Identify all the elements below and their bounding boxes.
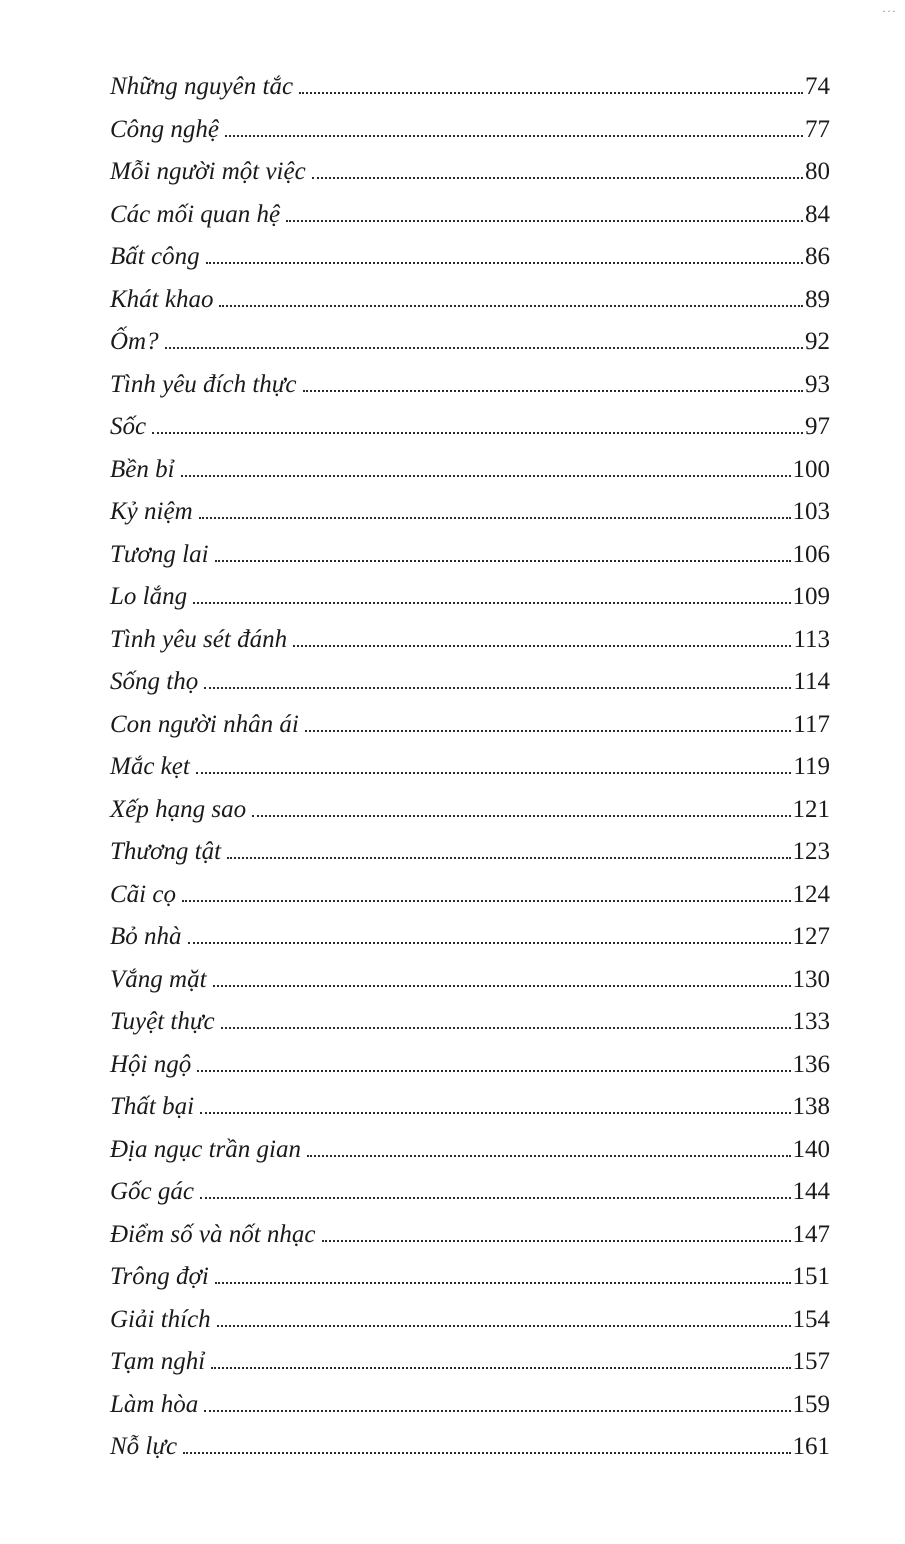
toc-entry-page-number: 136	[792, 1050, 830, 1078]
toc-entry-page-number: 84	[805, 200, 830, 228]
toc-dot-leader	[221, 1026, 791, 1029]
toc-entry	[110, 1129, 830, 1172]
toc-entry-title: Mỗi người một việc	[110, 158, 306, 185]
toc-entry-title: Sống thọ	[110, 668, 199, 695]
toc-entry-title: Hội ngộ	[110, 1050, 192, 1078]
toc-dot-leader	[312, 176, 803, 179]
toc-entry-title: Tình yêu sét đánh	[110, 625, 288, 653]
toc-entry	[110, 576, 830, 619]
toc-dot-leader	[299, 91, 803, 94]
toc-dot-leader	[165, 346, 803, 349]
toc-entry-page-number: 121	[792, 795, 830, 823]
toc-dot-leader	[303, 389, 803, 392]
toc-entry	[110, 236, 830, 279]
toc-entry	[110, 364, 830, 407]
toc-dot-leader	[193, 601, 790, 604]
toc-entry-page-number: 157	[792, 1348, 830, 1375]
toc-dot-leader	[204, 686, 791, 689]
toc-entry-title: Các mối quan hệ	[110, 200, 281, 228]
toc-dot-leader	[182, 899, 791, 902]
toc-dot-leader	[200, 1111, 790, 1114]
toc-dot-leader	[206, 261, 803, 264]
toc-entry-page-number: 130	[792, 965, 830, 993]
toc-entry-title: Nỗ lực	[110, 1433, 178, 1460]
toc-entry-page-number: 92	[805, 328, 830, 355]
toc-entry	[110, 959, 830, 1002]
toc-entry-page-number: 124	[792, 880, 830, 908]
toc-entry-title: Vắng mặt	[110, 965, 207, 993]
toc-entry-title: Bền bỉ	[110, 455, 175, 483]
toc-entry	[110, 151, 830, 194]
toc-dot-leader	[215, 559, 791, 562]
toc-entry	[110, 1171, 830, 1214]
toc-entry-title: Tuyệt thực	[110, 1008, 215, 1035]
toc-entry-page-number: 151	[792, 1263, 830, 1290]
toc-dot-leader	[199, 516, 791, 519]
toc-entry-page-number: 119	[793, 753, 830, 780]
toc-dot-leader	[152, 431, 803, 434]
toc-entry-page-number: 80	[805, 158, 830, 185]
toc-entry-title: Giải thích	[110, 1305, 211, 1333]
toc-entry-title: Lo lắng	[110, 583, 188, 610]
toc-entry	[110, 1426, 830, 1469]
toc-entry-page-number: 147	[792, 1220, 830, 1248]
toc-entry	[110, 746, 830, 789]
toc-dot-leader	[188, 941, 791, 944]
toc-entry	[110, 449, 830, 492]
toc-entry	[110, 279, 830, 322]
toc-entry-title: Thương tật	[110, 838, 222, 865]
toc-entry-title: Con người nhân ái	[110, 710, 299, 738]
toc-entry-title: Sốc	[110, 413, 147, 440]
toc-entry-title: Địa ngục trần gian	[110, 1135, 301, 1163]
toc-dot-leader	[322, 1239, 791, 1242]
toc-entry-page-number: 97	[805, 413, 830, 440]
toc-entry-page-number: 138	[792, 1093, 830, 1120]
toc-dot-leader	[196, 771, 792, 774]
toc-entry	[110, 1299, 830, 1342]
toc-entry-title: Trông đợi	[110, 1263, 209, 1290]
toc-entry	[110, 66, 830, 109]
toc-entry-title: Bất công	[110, 243, 200, 270]
toc-dot-leader	[211, 1366, 790, 1369]
toc-dot-leader	[217, 1324, 791, 1327]
toc-entry-page-number: 140	[792, 1135, 830, 1163]
toc-entry	[110, 491, 830, 534]
toc-entry-title: Công nghệ	[110, 115, 220, 143]
toc-dot-leader	[197, 1069, 790, 1072]
toc-entry-title: Những nguyên tắc	[110, 73, 294, 100]
toc-dot-leader	[227, 856, 790, 859]
toc-entry-title: Thất bại	[110, 1093, 195, 1120]
toc-dot-leader	[204, 1409, 790, 1412]
toc-entry-page-number: 106	[792, 540, 830, 568]
toc-entry	[110, 321, 830, 364]
toc-entry	[110, 1001, 830, 1044]
toc-entry	[110, 534, 830, 577]
toc-entry	[110, 661, 830, 704]
toc-dot-leader	[219, 304, 803, 307]
toc-entry-page-number: 74	[805, 73, 830, 100]
toc-entry-page-number: 161	[792, 1433, 830, 1460]
toc-entry-page-number: 93	[805, 370, 830, 398]
toc-entry-page-number: 123	[792, 838, 830, 865]
toc-dot-leader	[215, 1281, 791, 1284]
toc-entry-title: Điểm số và nốt nhạc	[110, 1220, 316, 1248]
toc-entry	[110, 1086, 830, 1129]
toc-entry-title: Xếp hạng sao	[110, 795, 247, 823]
toc-entry-page-number: 114	[793, 668, 830, 695]
toc-dot-leader	[200, 1196, 791, 1199]
toc-entry-title: Bỏ nhà	[110, 923, 182, 950]
toc-entry	[110, 194, 830, 237]
toc-entry-page-number: 117	[793, 710, 830, 738]
toc-entry-title: Khát khao	[110, 285, 214, 313]
toc-entry-title: Tình yêu đích thực	[110, 370, 297, 398]
toc-entry-page-number: 154	[792, 1305, 830, 1333]
corner-mark: ···	[882, 4, 897, 18]
toc-dot-leader	[252, 814, 790, 817]
toc-entry-page-number: 109	[792, 583, 830, 610]
toc-dot-leader	[183, 1451, 790, 1454]
toc-dot-leader	[225, 134, 803, 137]
toc-entry-title: Gốc gác	[110, 1178, 194, 1205]
toc-entry-page-number: 144	[792, 1178, 830, 1205]
toc-entry	[110, 1341, 830, 1384]
toc-entry	[110, 619, 830, 662]
toc-entry-page-number: 100	[792, 455, 830, 483]
toc-entry-title: Cãi cọ	[110, 880, 176, 908]
toc-dot-leader	[305, 729, 792, 732]
toc-entry	[110, 1384, 830, 1427]
toc-entry-page-number: 77	[805, 115, 830, 143]
toc-entry-title: Mắc kẹt	[110, 753, 190, 780]
toc-entry	[110, 704, 830, 747]
toc-entry-title: Ốm?	[110, 328, 159, 355]
toc-entry	[110, 1214, 830, 1257]
toc-entry-page-number: 103	[792, 498, 830, 525]
toc-entry-page-number: 127	[792, 923, 830, 950]
toc-entry-page-number: 133	[792, 1008, 830, 1035]
toc-dot-leader	[293, 644, 791, 647]
toc-entry	[110, 406, 830, 449]
toc-entry	[110, 109, 830, 152]
toc-entry-page-number: 113	[793, 625, 830, 653]
toc-entry-title: Tạm nghỉ	[110, 1348, 206, 1375]
toc-entry-page-number: 86	[805, 243, 830, 270]
toc-entry	[110, 874, 830, 917]
toc-entry-title: Làm hòa	[110, 1390, 199, 1418]
toc-entry-page-number: 89	[805, 285, 830, 313]
toc-entry-page-number: 159	[792, 1390, 830, 1418]
toc-dot-leader	[307, 1154, 791, 1157]
toc-entry	[110, 831, 830, 874]
toc-entry-title: Kỷ niệm	[110, 498, 193, 525]
toc-entry	[110, 789, 830, 832]
toc-entry	[110, 1044, 830, 1087]
toc-entry	[110, 1256, 830, 1299]
toc-entry	[110, 916, 830, 959]
toc-dot-leader	[286, 219, 803, 222]
toc-dot-leader	[181, 474, 791, 477]
toc-entry-title: Tương lai	[110, 540, 209, 568]
table-of-contents	[110, 66, 830, 1469]
toc-dot-leader	[213, 984, 791, 987]
